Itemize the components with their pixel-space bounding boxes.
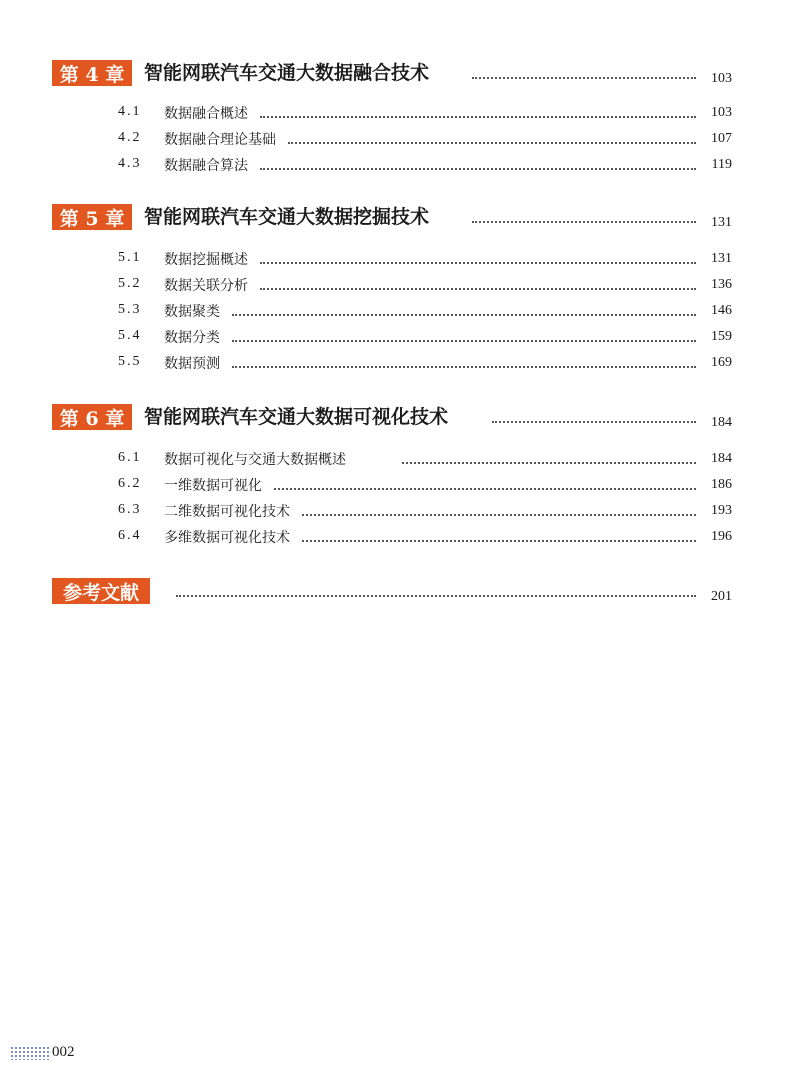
toc-section-4-1[interactable] <box>52 102 732 124</box>
page-number: 103 <box>711 105 732 120</box>
dot-leader <box>260 262 696 264</box>
section-number: 5.4 <box>118 328 142 343</box>
chapter-badge: 第 6 章 <box>52 404 132 430</box>
section-title: 数据融合概述 <box>164 103 252 123</box>
section-number: 5.5 <box>118 354 142 369</box>
section-number: 5.2 <box>118 276 142 291</box>
section-title: 数据融合算法 <box>164 155 252 175</box>
toc-section-6-4[interactable] <box>52 526 732 548</box>
page-number: 196 <box>711 529 732 544</box>
section-title: 多维数据可视化技术 <box>164 527 294 547</box>
footer-page-number: 002 <box>52 1044 75 1060</box>
dot-leader <box>232 366 696 368</box>
section-number: 6.4 <box>118 528 142 543</box>
section-title: 数据关联分析 <box>164 275 252 295</box>
chapter-title: 智能网联汽车交通大数据挖掘技术 <box>144 203 433 231</box>
chapter-5-entry[interactable] <box>52 202 732 232</box>
toc-section-5-4[interactable] <box>52 326 732 348</box>
toc-section-4-3[interactable] <box>52 154 732 176</box>
section-number: 4.3 <box>118 156 142 171</box>
page-number: 131 <box>711 215 732 230</box>
references-badge: 参考文献 <box>52 578 150 604</box>
section-number: 6.3 <box>118 502 142 517</box>
section-title: 数据挖掘概述 <box>164 249 252 269</box>
page-number: 103 <box>711 71 732 86</box>
section-title: 数据聚类 <box>164 301 224 321</box>
toc-section-5-2[interactable] <box>52 274 732 296</box>
page-number: 146 <box>711 303 732 318</box>
dot-leader <box>302 540 696 542</box>
toc-section-5-1[interactable] <box>52 248 732 270</box>
page-number: 131 <box>711 251 732 266</box>
section-number: 5.3 <box>118 302 142 317</box>
section-title: 数据预测 <box>164 353 224 373</box>
dot-leader <box>492 421 696 423</box>
section-number: 4.1 <box>118 104 142 119</box>
dot-leader <box>260 288 696 290</box>
dot-leader <box>232 314 696 316</box>
section-title: 数据融合理论基础 <box>164 129 280 149</box>
dot-leader <box>472 221 696 223</box>
page-number: 184 <box>711 415 732 430</box>
page-number: 159 <box>711 329 732 344</box>
chapter-badge: 第 4 章 <box>52 60 132 86</box>
toc-section-6-1[interactable] <box>52 448 732 470</box>
references-entry[interactable] <box>52 576 732 606</box>
page-number: 184 <box>711 451 732 466</box>
page-number: 201 <box>711 589 732 604</box>
toc-section-5-5[interactable] <box>52 352 732 374</box>
toc-section-6-2[interactable] <box>52 474 732 496</box>
footer-dot-pattern <box>10 1046 50 1060</box>
section-number: 6.2 <box>118 476 142 491</box>
toc-section-5-3[interactable] <box>52 300 732 322</box>
dot-leader <box>260 168 696 170</box>
chapter-title: 智能网联汽车交通大数据融合技术 <box>144 59 433 87</box>
section-number: 5.1 <box>118 250 142 265</box>
dot-leader <box>260 116 696 118</box>
section-title: 数据可视化与交通大数据概述 <box>164 449 350 469</box>
dot-leader <box>302 514 696 516</box>
chapter-6-entry[interactable] <box>52 402 732 432</box>
section-title: 二维数据可视化技术 <box>164 501 294 521</box>
page-number: 119 <box>711 157 732 172</box>
page-number: 193 <box>711 503 732 518</box>
page-number: 169 <box>711 355 732 370</box>
toc-section-4-2[interactable] <box>52 128 732 150</box>
page-number: 136 <box>711 277 732 292</box>
page-number: 107 <box>711 131 732 146</box>
chapter-title: 智能网联汽车交通大数据可视化技术 <box>144 403 452 431</box>
dot-leader <box>232 340 696 342</box>
section-number: 6.1 <box>118 450 142 465</box>
section-title: 数据分类 <box>164 327 224 347</box>
chapter-4-entry[interactable] <box>52 58 732 88</box>
section-number: 4.2 <box>118 130 142 145</box>
dot-leader <box>288 142 696 144</box>
dot-leader <box>176 595 696 597</box>
page-number: 186 <box>711 477 732 492</box>
toc-section-6-3[interactable] <box>52 500 732 522</box>
section-title: 一维数据可视化 <box>164 475 266 495</box>
chapter-badge: 第 5 章 <box>52 204 132 230</box>
dot-leader <box>402 462 696 464</box>
dot-leader <box>274 488 696 490</box>
dot-leader <box>472 77 696 79</box>
